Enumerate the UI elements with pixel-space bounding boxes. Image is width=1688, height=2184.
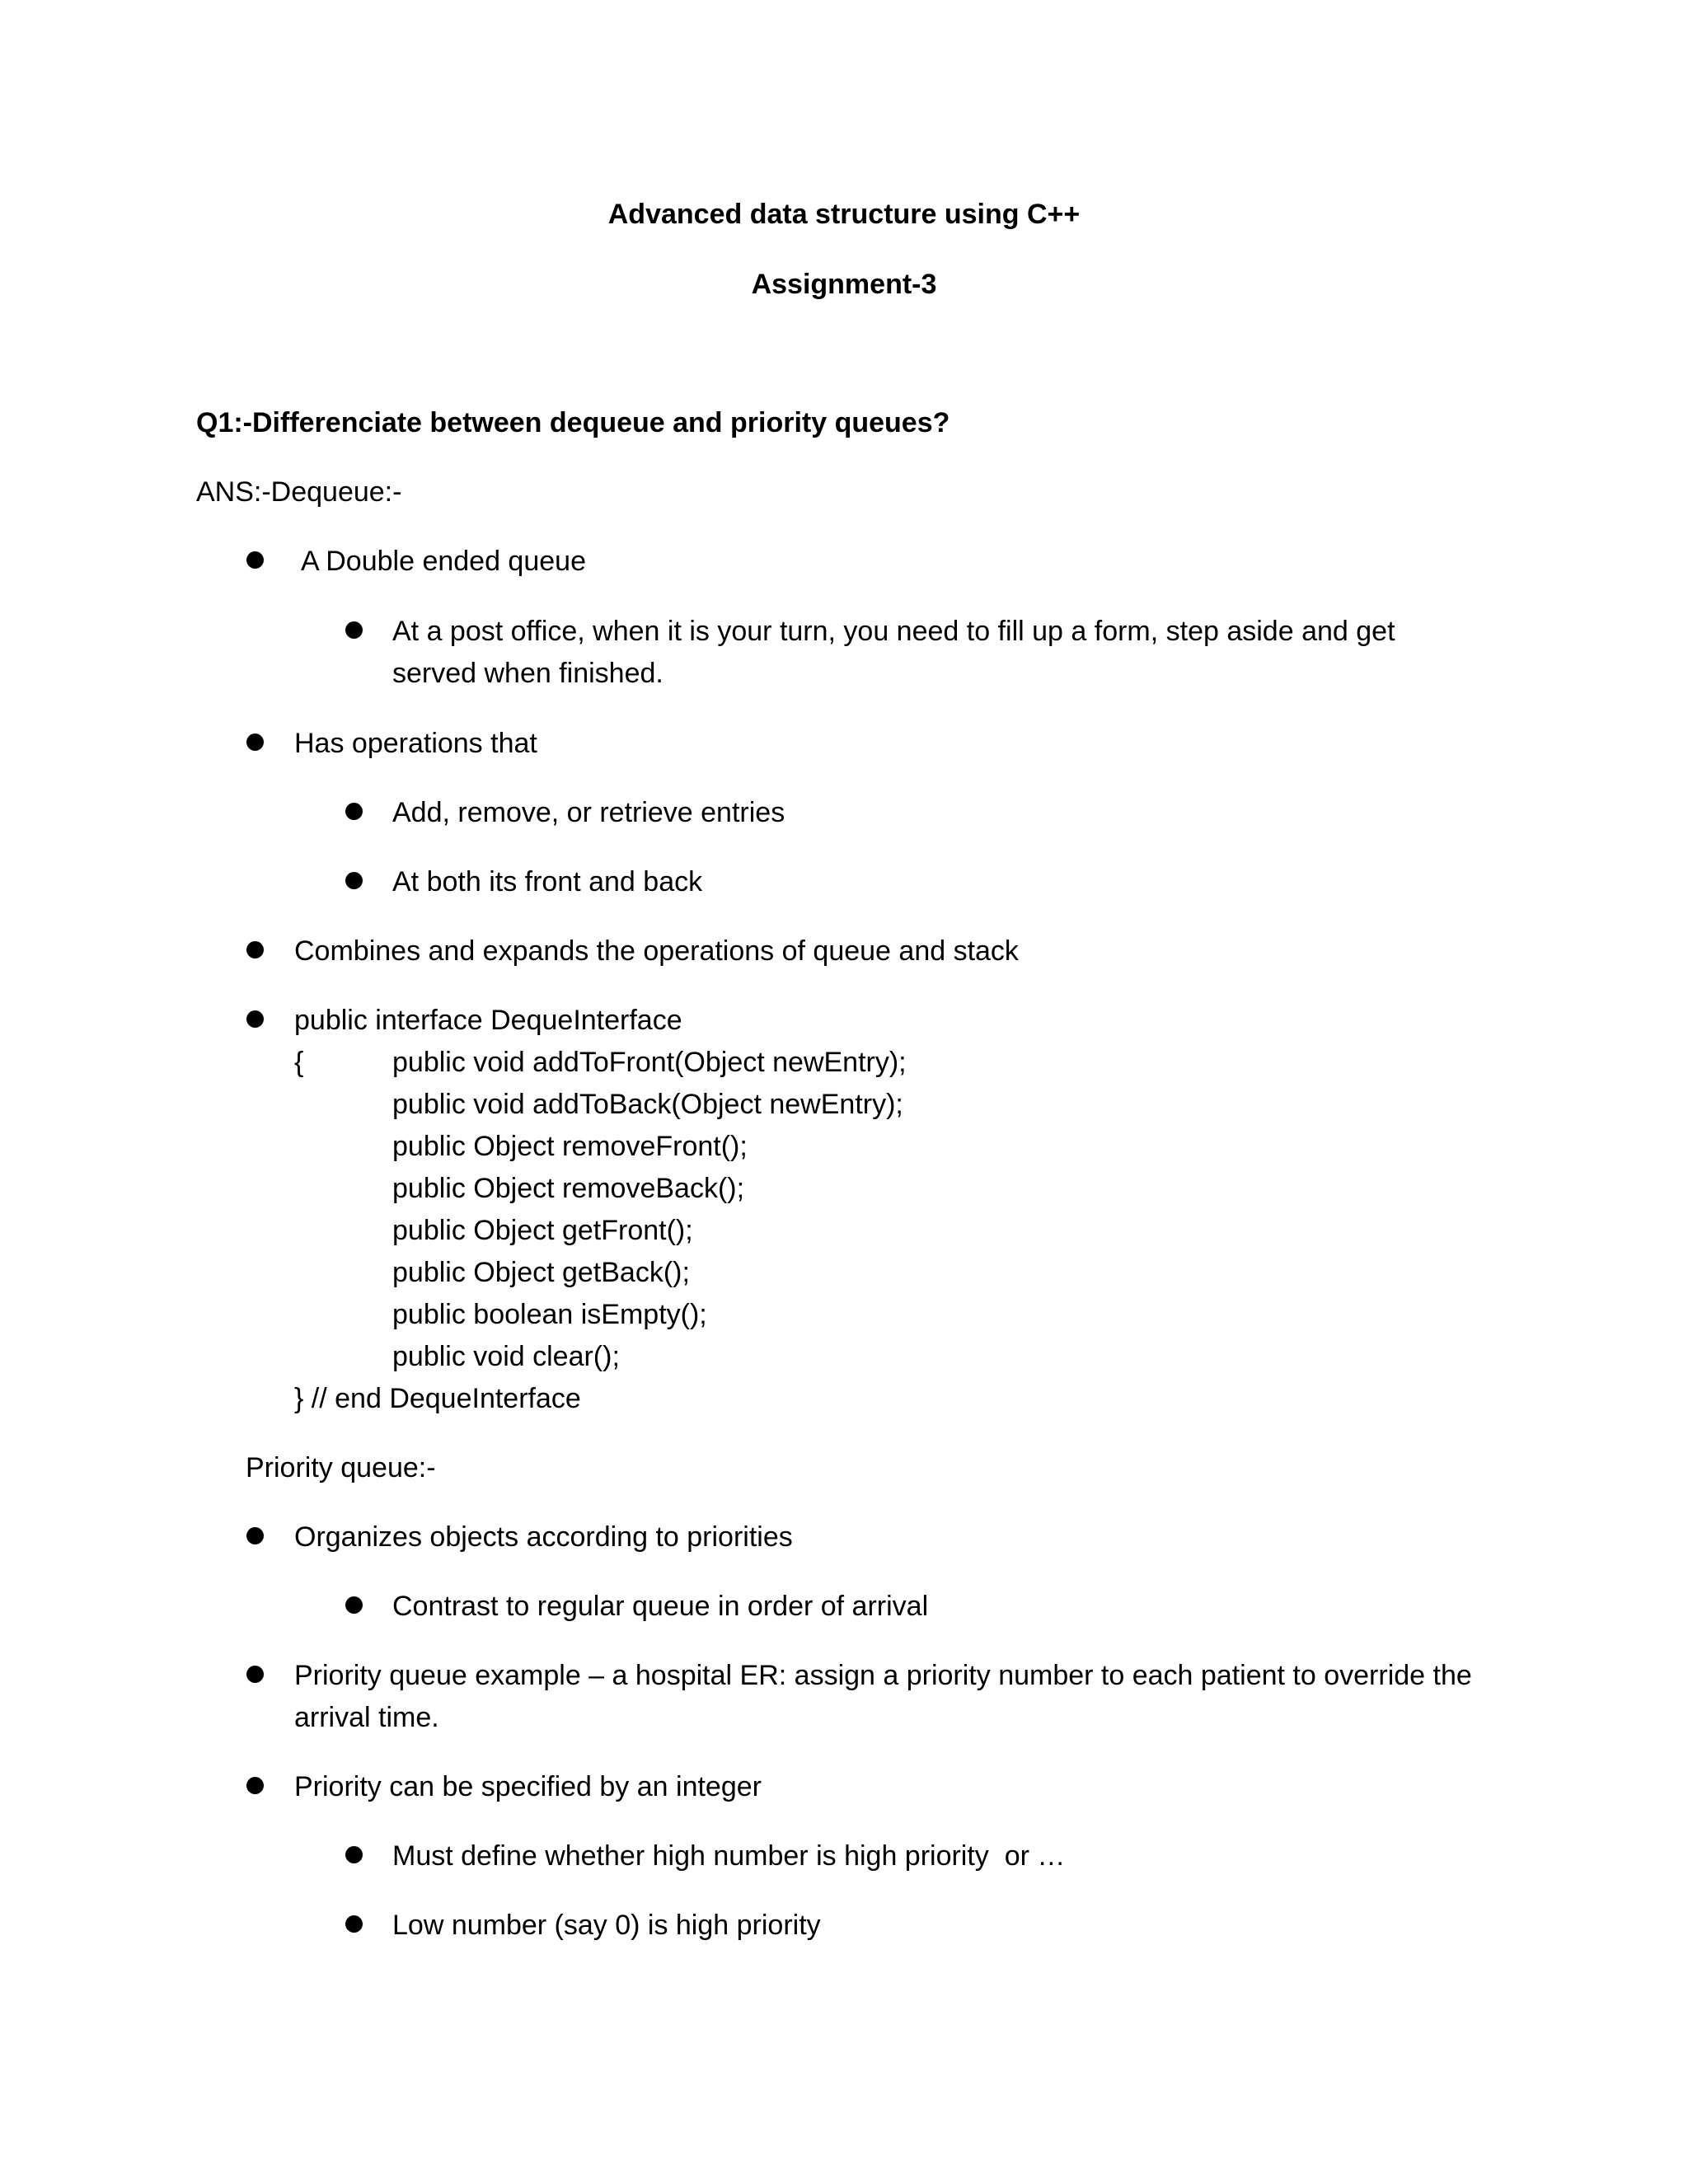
list-item: Organizes objects according to priorities bbox=[294, 1521, 793, 1553]
code-line: public void addToBack(Object newEntry); bbox=[392, 1089, 903, 1120]
list-item: Low number (say 0) is high priority bbox=[392, 1910, 821, 1941]
code-line: public Object removeFront(); bbox=[392, 1131, 748, 1162]
bullet-icon bbox=[246, 1527, 264, 1544]
list-item: At a post office, when it is your turn, you need to fill up a form, step aside and get bbox=[392, 616, 1395, 647]
assignment-subtitle: Assignment-3 bbox=[751, 269, 937, 300]
bullet-icon bbox=[345, 1846, 363, 1863]
list-item: A Double ended queue bbox=[301, 546, 586, 577]
bullet-icon bbox=[246, 1777, 264, 1794]
list-item: Add, remove, or retrieve entries bbox=[392, 797, 785, 828]
code-open-brace: { bbox=[294, 1047, 304, 1078]
code-line: public boolean isEmpty(); bbox=[392, 1299, 707, 1330]
bullet-icon bbox=[246, 733, 264, 751]
code-line: public void clear(); bbox=[392, 1341, 620, 1372]
list-item: Combines and expands the operations of queue and stack bbox=[294, 935, 1019, 967]
bullet-icon bbox=[345, 621, 363, 639]
list-item: Priority queue example – a hospital ER: assign a priority number to each patient to override the bbox=[294, 1660, 1472, 1691]
answer-intro: ANS:-Dequeue:- bbox=[196, 476, 402, 508]
question-heading: Q1:-Differenciate between dequeue and priority queues? bbox=[196, 407, 950, 438]
list-item: Priority can be specified by an integer bbox=[294, 1771, 762, 1802]
code-line: public void addToFront(Object newEntry); bbox=[392, 1047, 907, 1078]
bullet-icon bbox=[246, 551, 264, 569]
list-item: Has operations that bbox=[294, 728, 537, 759]
code-line: public Object removeBack(); bbox=[392, 1173, 745, 1204]
list-item: Must define whether high number is high priority or … bbox=[392, 1840, 1066, 1872]
bullet-icon bbox=[345, 1915, 363, 1933]
list-item: Contrast to regular queue in order of arrival bbox=[392, 1591, 929, 1622]
document-title: Advanced data structure using C++ bbox=[607, 199, 1081, 230]
bullet-icon bbox=[345, 1596, 363, 1614]
bullet-icon bbox=[246, 941, 264, 958]
bullet-icon bbox=[246, 1666, 264, 1683]
bullet-icon bbox=[345, 803, 363, 820]
code-close: } // end DequeInterface bbox=[294, 1383, 581, 1414]
priority-heading: Priority queue:- bbox=[246, 1452, 436, 1483]
bullet-icon bbox=[345, 872, 363, 889]
bullet-icon bbox=[246, 1010, 264, 1028]
code-line: public Object getFront(); bbox=[392, 1215, 693, 1246]
code-line: public Object getBack(); bbox=[392, 1257, 690, 1288]
list-item-continuation: served when finished. bbox=[392, 658, 663, 689]
list-item: At both its front and back bbox=[392, 866, 703, 898]
list-item: public interface DequeInterface bbox=[294, 1005, 682, 1036]
list-item-continuation: arrival time. bbox=[294, 1702, 439, 1733]
